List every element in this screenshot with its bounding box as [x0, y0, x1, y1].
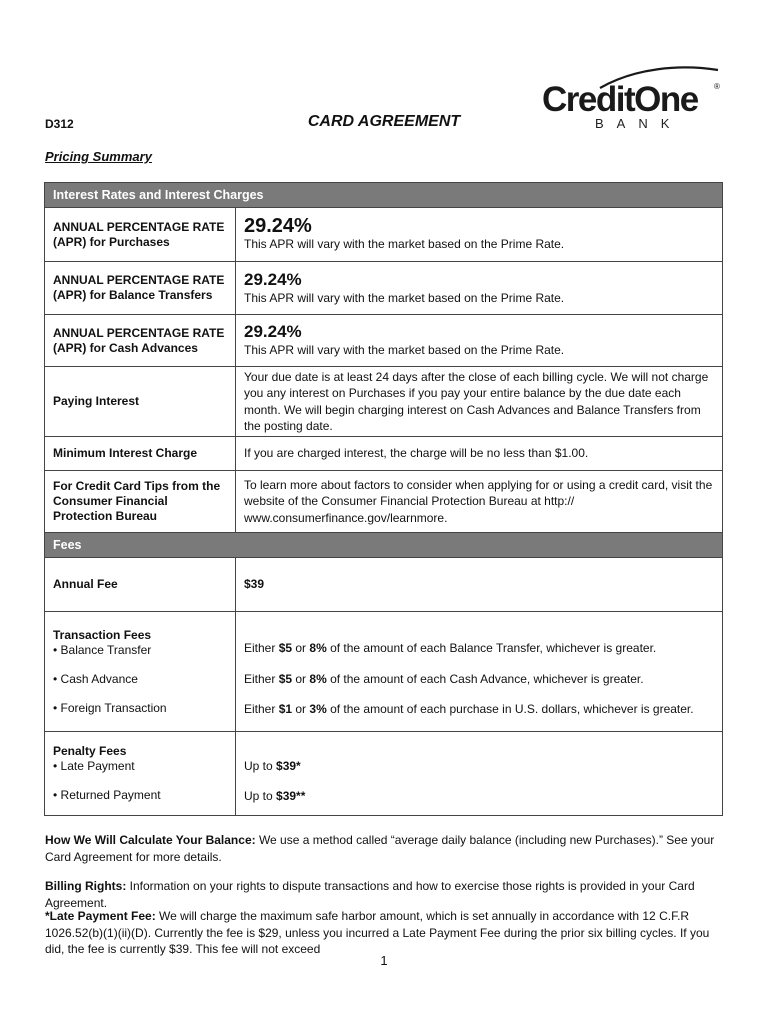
paying-interest-label: Paying Interest	[45, 367, 236, 437]
cash-advance-fee: Either $5 or 8% of the amount of each Cash Advance, whichever is greater.	[244, 671, 644, 686]
page-title: CARD AGREEMENT	[307, 113, 461, 130]
section-title: Pricing Summary	[45, 149, 152, 164]
apr-note: This APR will vary with the market based on the Prime Rate.	[244, 237, 565, 252]
table-row	[45, 612, 723, 732]
apr-rate: 29.24%	[244, 322, 302, 342]
label-line: ANNUAL PERCENTAGE RATE	[53, 219, 225, 234]
late-payment-fee: Up to $39*	[244, 758, 301, 773]
apr-balance-value	[236, 262, 723, 315]
minimum-interest-label: Minimum Interest Charge	[45, 437, 236, 471]
annual-fee-value: $39	[236, 558, 723, 612]
balance-transfer-label: • Balance Transfer	[53, 642, 152, 657]
interest-section-heading: Interest Rates and Interest Charges	[45, 183, 723, 208]
logo-subtext: BANK	[595, 116, 683, 131]
apr-note: This APR will vary with the market based on the Prime Rate.	[244, 290, 565, 305]
apr-cash-value	[236, 315, 723, 367]
annual-fee-label: Annual Fee	[45, 558, 236, 612]
logo-wordmark: CreditOne	[542, 80, 698, 119]
label-line: Penalty Fees	[53, 744, 127, 758]
table-section-header	[45, 183, 723, 208]
table-row	[45, 732, 723, 816]
cfpb-label: For Credit Card Tips from the Consumer Financial Protection Bureau	[45, 471, 236, 533]
bank-logo	[540, 62, 725, 134]
cfpb-text: To learn more about factors to consider when applying for or using a credit card, visit the website of the Consumer Financial Protection Bureau at http:// www.consumerfinance.gov/learnmore.	[236, 471, 723, 533]
cash-advance-label: • Cash Advance	[53, 671, 138, 686]
apr-cash-label	[45, 315, 236, 367]
foreign-transaction-fee: Either $1 or 3% of the amount of each purchase in U.S. dollars, whichever is greater.	[244, 702, 694, 717]
apr-balance-label	[45, 262, 236, 315]
apr-rate: 29.24%	[244, 215, 312, 238]
billing-rights-paragraph: Billing Rights: Information on your rights to dispute transactions and how to exercise those rights is provided in your Card Agreement.	[45, 879, 695, 910]
label-line: (APR) for Cash Advances	[53, 340, 198, 355]
paying-interest-text: Your due date is at least 24 days after the close of each billing cycle. We will not charge you any interest on Purchases if you pay your entire balance by the due date each month. We will begin charging interest on Cash Advances and Balance Transfers from the posting date.	[236, 367, 723, 437]
transaction-fees-label	[45, 612, 236, 732]
table-row	[45, 558, 723, 612]
penalty-fees-values	[236, 732, 723, 816]
apr-purchases-label	[45, 208, 236, 262]
apr-purchases-value	[236, 208, 723, 262]
foreign-transaction-label: • Foreign Transaction	[53, 700, 167, 715]
table-row	[45, 367, 723, 437]
table-row	[45, 315, 723, 367]
balance-calculation-paragraph: How We Will Calculate Your Balance: We use a method called “average daily balance (including new Purchases).” See your Card Agreement for more details.	[45, 833, 715, 864]
label-line: (APR) for Balance Transfers	[53, 288, 213, 302]
penalty-fees-label	[45, 732, 236, 816]
returned-payment-label: • Returned Payment	[53, 788, 161, 802]
table-row	[45, 471, 723, 533]
returned-payment-fee: Up to $39**	[244, 789, 306, 803]
table-row	[45, 208, 723, 262]
late-payment-label: • Late Payment	[53, 759, 135, 773]
pricing-table	[44, 182, 723, 816]
apr-rate: 29.24%	[244, 269, 302, 289]
table-section-header	[45, 533, 723, 558]
label-line: (APR) for Purchases	[53, 234, 170, 249]
minimum-interest-text: If you are charged interest, the charge will be no less than $1.00.	[236, 437, 723, 471]
fees-section-heading: Fees	[45, 533, 723, 558]
logo-registered-mark: ®	[714, 82, 720, 91]
table-row	[45, 437, 723, 471]
late-payment-fee-paragraph: *Late Payment Fee: We will charge the maximum safe harbor amount, which is set annually in accordance with 12 C.F.R 1026.52(b)(1)(ii)(D). Currently the fee is $29, unless you incurred a Late Payment Fee during the prior six billing cycles. If you did, the fee is currently $39. This fee will not exceed	[45, 909, 710, 956]
page-number: 1	[380, 953, 388, 968]
balance-transfer-fee: Either $5 or 8% of the amount of each Balance Transfer, whichever is greater.	[244, 641, 657, 656]
apr-note: This APR will vary with the market based on the Prime Rate.	[244, 343, 565, 358]
transaction-fees-values	[236, 612, 723, 732]
label-line: ANNUAL PERCENTAGE RATE	[53, 273, 225, 287]
label-line: Transaction Fees	[53, 627, 152, 642]
table-row	[45, 262, 723, 315]
document-code: D312	[45, 117, 74, 131]
label-line: ANNUAL PERCENTAGE RATE	[53, 325, 225, 340]
